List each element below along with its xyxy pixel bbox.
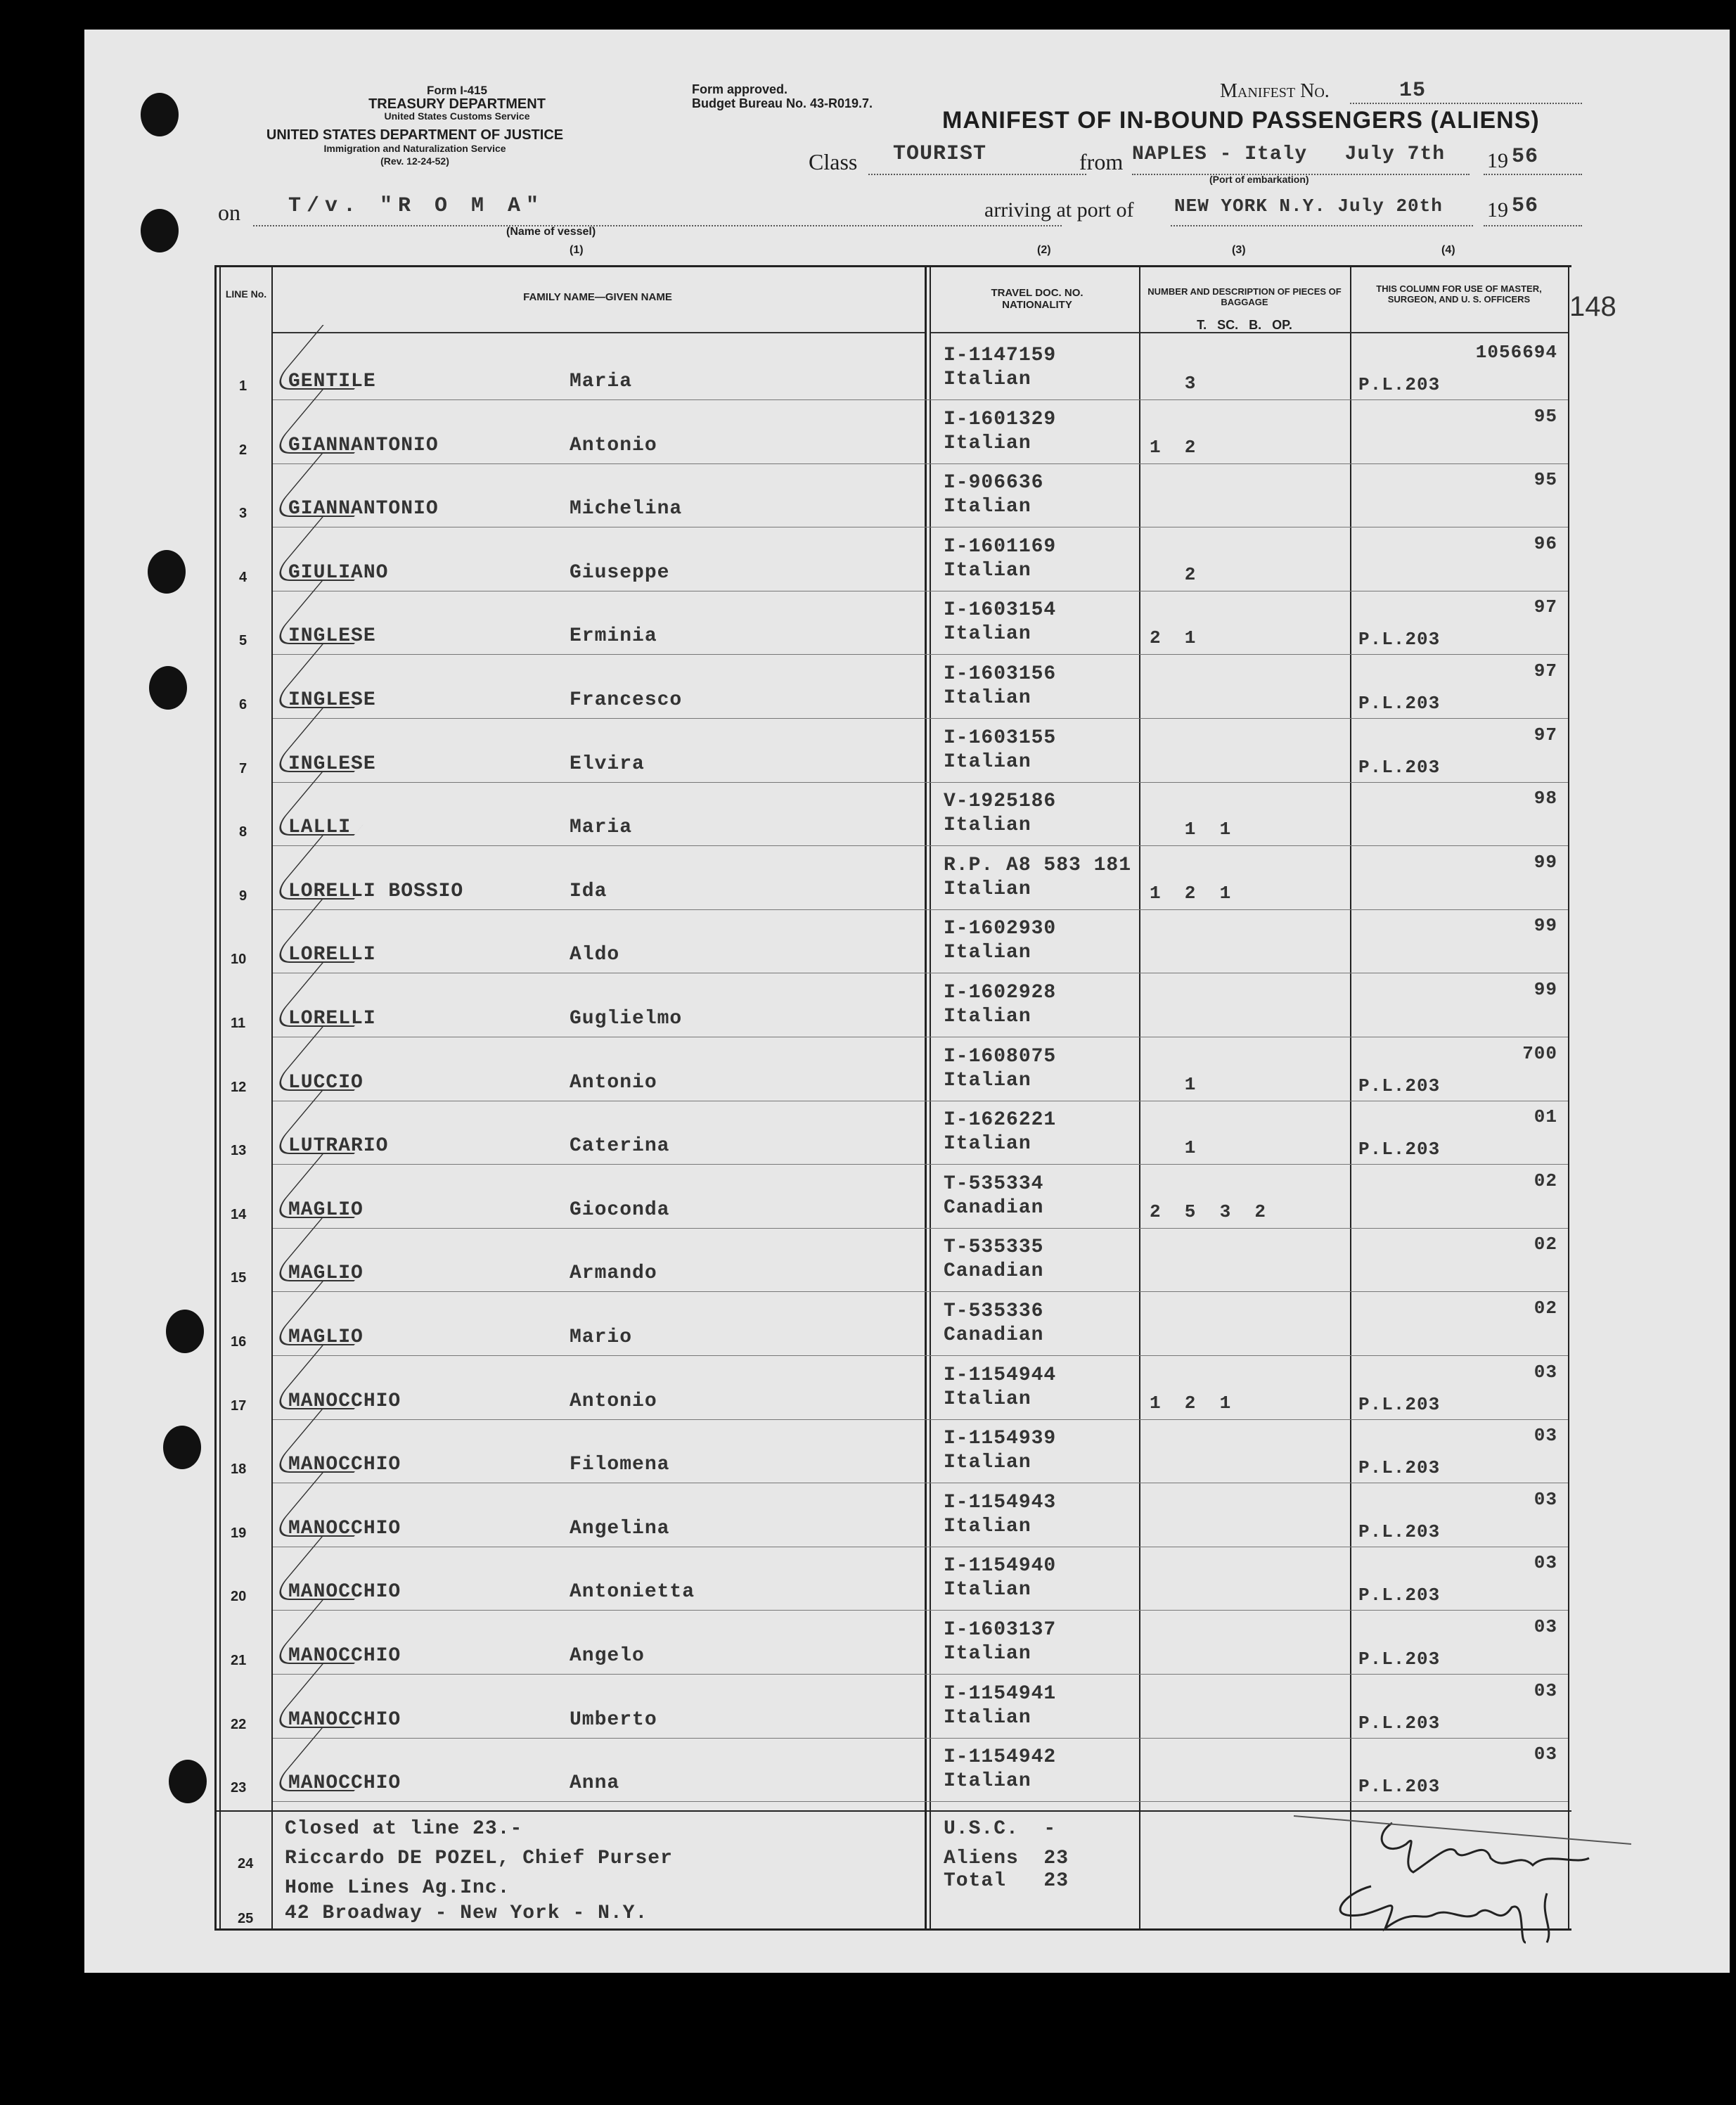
- year1: 56: [1512, 145, 1539, 169]
- family-name: GIULIANO: [288, 562, 389, 584]
- row-line-number: 14: [231, 1207, 247, 1222]
- check-mark: [268, 580, 408, 644]
- year2-prefix: 19: [1487, 198, 1508, 222]
- manifest-number: 15: [1399, 79, 1427, 103]
- row-separator: [273, 909, 1568, 910]
- row-separator: [273, 1228, 1568, 1229]
- on-label: on: [218, 200, 240, 225]
- given-name: Anna: [570, 1772, 620, 1794]
- baggage-count: 1 1: [1150, 819, 1232, 840]
- given-name: Guglielmo: [570, 1008, 683, 1030]
- family-name: GENTILE: [288, 371, 376, 392]
- punch-hole: [141, 93, 179, 136]
- family-name: LORELLI: [288, 1008, 376, 1030]
- nationality: Italian: [944, 1579, 1031, 1601]
- class-value: TOURIST: [893, 142, 987, 166]
- pl-note: P.L.203: [1358, 757, 1441, 778]
- closed-note: Closed at line 23.-: [285, 1818, 523, 1840]
- treasury-dept: TREASURY DEPARTMENT: [368, 96, 546, 112]
- check-mark: [268, 898, 408, 963]
- officer-number: 03: [1534, 1743, 1557, 1765]
- col-num-3: (3): [1232, 244, 1246, 256]
- pl-note: P.L.203: [1358, 629, 1441, 650]
- officer-number: 02: [1534, 1234, 1557, 1255]
- travel-doc-number: I-1154944: [944, 1364, 1057, 1386]
- officer-number: 02: [1534, 1298, 1557, 1319]
- page-title: MANIFEST OF IN-BOUND PASSENGERS (ALIENS): [942, 107, 1540, 134]
- travel-doc-number: I-1154939: [944, 1428, 1057, 1450]
- check-mark: [268, 771, 408, 836]
- usc-count: U.S.C. -: [944, 1818, 1057, 1840]
- travel-doc-number: I-1603137: [944, 1619, 1057, 1641]
- row-separator: [273, 1355, 1568, 1356]
- travel-doc-number: I-906636: [944, 472, 1044, 494]
- check-mark: [268, 1217, 408, 1281]
- given-name: Maria: [570, 371, 633, 392]
- row-line-number: 12: [231, 1080, 247, 1095]
- nationality: Italian: [944, 623, 1031, 645]
- ins-service: Immigration and Naturalization Service: [323, 143, 506, 154]
- aliens-count: Aliens 23: [944, 1848, 1069, 1869]
- family-name: LALLI: [288, 817, 352, 838]
- row-line-number: 10: [231, 952, 247, 967]
- given-name: Gioconda: [570, 1199, 670, 1221]
- row-line-number: 9: [239, 888, 247, 904]
- family-name: MANOCCHIO: [288, 1581, 401, 1603]
- officer-number: 03: [1534, 1362, 1557, 1383]
- given-name: Elvira: [570, 753, 645, 775]
- punch-hole: [169, 1760, 207, 1803]
- family-name: MANOCCHIO: [288, 1709, 401, 1731]
- vessel-name: T/v. "R O M A": [288, 194, 545, 218]
- port-embark-caption: (Port of embarkation): [1209, 174, 1309, 185]
- officer-number: 97: [1534, 724, 1557, 746]
- baggage-count: 1 2: [1150, 437, 1197, 458]
- travel-doc-number: R.P. A8 583 181: [944, 855, 1132, 876]
- travel-doc-number: I-1154942: [944, 1746, 1057, 1768]
- row-separator: [273, 1419, 1568, 1420]
- pl-note: P.L.203: [1358, 1649, 1441, 1670]
- row-separator: [273, 654, 1568, 655]
- punch-hole: [149, 666, 187, 710]
- pl-note: P.L.203: [1358, 374, 1441, 395]
- nationality: Italian: [944, 1770, 1031, 1792]
- nationality: Italian: [944, 1643, 1031, 1665]
- baggage-count: 1 2 1: [1150, 1393, 1232, 1414]
- travel-doc-number: I-1602930: [944, 918, 1057, 940]
- row-line-number: 19: [231, 1525, 247, 1541]
- officer-number: 03: [1534, 1552, 1557, 1573]
- pl-note: P.L.203: [1358, 1457, 1441, 1478]
- officer-number: 97: [1534, 596, 1557, 618]
- given-name: Ida: [570, 881, 607, 902]
- pl-note: P.L.203: [1358, 1713, 1441, 1734]
- row-separator: [273, 718, 1568, 719]
- check-mark: [268, 1281, 408, 1345]
- nationality: Canadian: [944, 1197, 1044, 1219]
- family-name: MANOCCHIO: [288, 1772, 401, 1794]
- row-line-number: 21: [231, 1653, 247, 1668]
- nationality: Canadian: [944, 1324, 1044, 1346]
- officer-number: 99: [1534, 852, 1557, 873]
- row-line-number: 16: [231, 1334, 247, 1350]
- travel-doc-number: I-1147159: [944, 345, 1057, 366]
- baggage-count: 3: [1150, 373, 1197, 394]
- address-note: 42 Broadway - New York - N.Y.: [285, 1902, 648, 1924]
- row-separator: [273, 1610, 1568, 1611]
- nationality: Italian: [944, 1452, 1031, 1473]
- total-count: Total 23: [944, 1870, 1069, 1892]
- nationality: Italian: [944, 878, 1031, 900]
- given-name: Michelina: [570, 498, 683, 520]
- baggage-count: 2 1: [1150, 627, 1197, 648]
- officer-number: 95: [1534, 406, 1557, 427]
- check-mark: [268, 325, 408, 390]
- row-line-number: 20: [231, 1589, 247, 1604]
- nationality: Italian: [944, 814, 1031, 836]
- form-approved: Form approved.: [692, 82, 788, 96]
- row-separator: [273, 463, 1568, 464]
- baggage-count: 1: [1150, 1074, 1197, 1095]
- row-line-number: 1: [239, 378, 247, 394]
- family-name: INGLESE: [288, 625, 376, 647]
- pl-note: P.L.203: [1358, 1139, 1441, 1160]
- given-name: Caterina: [570, 1135, 670, 1157]
- row-line-number: 13: [231, 1143, 247, 1158]
- pl-note: P.L.203: [1358, 1776, 1441, 1797]
- family-name: MANOCCHIO: [288, 1390, 401, 1412]
- family-name: GIANNANTONIO: [288, 435, 439, 456]
- row-separator: [273, 1738, 1568, 1739]
- row-line-number: 4: [239, 570, 247, 585]
- row-line-number: 7: [239, 761, 247, 776]
- check-mark: [268, 708, 408, 772]
- manifest-no-label: Manifest No.: [1220, 80, 1330, 102]
- line-25: 25: [238, 1911, 254, 1926]
- officer-number: 97: [1534, 660, 1557, 682]
- nationality: Italian: [944, 1006, 1031, 1028]
- agency-note: Home Lines Ag.Inc.: [285, 1877, 510, 1899]
- family-name: GIANNANTONIO: [288, 498, 439, 520]
- col-header-baggage: NUMBER AND DESCRIPTION OF PIECES OF BAGGAGE: [1147, 286, 1342, 307]
- travel-doc-number: T-535335: [944, 1236, 1044, 1258]
- arriving-label: arriving at port of: [984, 198, 1134, 222]
- col-header-travel-doc: TRAVEL DOC. NO. NATIONALITY: [991, 287, 1084, 312]
- nationality: Italian: [944, 1070, 1031, 1092]
- travel-doc-number: I-1626221: [944, 1109, 1057, 1131]
- punch-hole: [166, 1310, 204, 1353]
- travel-doc-number: I-1601169: [944, 536, 1057, 558]
- officer-number: 99: [1534, 979, 1557, 1000]
- row-line-number: 6: [239, 697, 247, 712]
- baggage-count: 2: [1150, 564, 1197, 585]
- customs-service: United States Customs Service: [384, 110, 530, 122]
- revision: (Rev. 12-24-52): [380, 155, 449, 167]
- manifest-page: [84, 30, 1730, 1973]
- given-name: Umberto: [570, 1709, 657, 1731]
- officer-number: 03: [1534, 1489, 1557, 1510]
- row-separator: [273, 1164, 1568, 1165]
- baggage-count: 1 2 1: [1150, 883, 1232, 904]
- travel-doc-number: I-1608075: [944, 1046, 1057, 1068]
- inspector-signature: [1280, 1809, 1645, 1950]
- purser-note: Riccardo DE POZEL, Chief Purser: [285, 1848, 673, 1869]
- given-name: Angelo: [570, 1645, 645, 1667]
- nationality: Italian: [944, 1516, 1031, 1537]
- officer-number: 1056694: [1475, 342, 1557, 363]
- row-separator: [273, 399, 1568, 400]
- nationality: Italian: [944, 1133, 1031, 1155]
- given-name: Aldo: [570, 944, 620, 966]
- from-label: from: [1079, 149, 1124, 174]
- check-mark: [268, 1153, 408, 1218]
- punch-hole: [141, 209, 179, 252]
- given-name: Antonio: [570, 435, 657, 456]
- row-separator: [273, 1801, 1568, 1802]
- pl-note: P.L.203: [1358, 693, 1441, 714]
- row-separator: [273, 1291, 1568, 1292]
- line-24: 24: [238, 1856, 254, 1872]
- travel-doc-number: I-1603154: [944, 599, 1057, 621]
- travel-doc-number: I-1601329: [944, 409, 1057, 430]
- col-header-name: FAMILY NAME—GIVEN NAME: [523, 291, 672, 303]
- nationality: Italian: [944, 369, 1031, 390]
- nationality: Italian: [944, 942, 1031, 964]
- family-name: INGLESE: [288, 689, 376, 711]
- justice-dept: UNITED STATES DEPARTMENT OF JUSTICE: [266, 127, 564, 143]
- officer-number: 03: [1534, 1616, 1557, 1637]
- officer-number: 95: [1534, 469, 1557, 490]
- family-name: LUCCIO: [288, 1072, 364, 1094]
- pl-note: P.L.203: [1358, 1394, 1441, 1415]
- given-name: Antonietta: [570, 1581, 695, 1603]
- family-name: MAGLIO: [288, 1326, 364, 1348]
- row-line-number: 22: [231, 1717, 247, 1732]
- budget-bureau: Budget Bureau No. 43-R019.7.: [692, 96, 873, 110]
- check-mark: [268, 1026, 408, 1091]
- officer-number: 03: [1534, 1425, 1557, 1446]
- given-name: Filomena: [570, 1454, 670, 1476]
- row-line-number: 5: [239, 633, 247, 648]
- officer-number: 01: [1534, 1106, 1557, 1127]
- arriving-value: NEW YORK N.Y. July 20th: [1174, 196, 1443, 217]
- family-name: INGLESE: [288, 753, 376, 775]
- row-line-number: 17: [231, 1398, 247, 1414]
- baggage-count: 1: [1150, 1137, 1197, 1158]
- row-line-number: 11: [231, 1016, 246, 1031]
- col-header-baggage-sub: T. SC. B. OP.: [1197, 318, 1292, 332]
- officer-number: 02: [1534, 1170, 1557, 1191]
- travel-doc-number: I-1154940: [944, 1555, 1057, 1577]
- travel-doc-number: I-1603155: [944, 727, 1057, 749]
- row-line-number: 15: [231, 1270, 247, 1286]
- row-line-number: 8: [239, 824, 247, 840]
- pl-note: P.L.203: [1358, 1521, 1441, 1542]
- family-name: MAGLIO: [288, 1199, 364, 1221]
- row-line-number: 2: [239, 442, 247, 458]
- travel-doc-number: I-1154943: [944, 1492, 1057, 1514]
- officer-number: 03: [1534, 1680, 1557, 1701]
- family-name: MAGLIO: [288, 1262, 364, 1284]
- travel-doc-number: T-535334: [944, 1173, 1044, 1195]
- family-name: MANOCCHIO: [288, 1518, 401, 1540]
- family-name: MANOCCHIO: [288, 1454, 401, 1476]
- nationality: Italian: [944, 1707, 1031, 1729]
- given-name: Antonio: [570, 1072, 657, 1094]
- nationality: Italian: [944, 1388, 1031, 1410]
- given-name: Mario: [570, 1326, 633, 1348]
- pl-note: P.L.203: [1358, 1585, 1441, 1606]
- row-line-number: 18: [231, 1461, 247, 1477]
- baggage-count: 2 5 3 2: [1150, 1201, 1267, 1222]
- row-line-number: 3: [239, 506, 247, 521]
- family-name: LUTRARIO: [288, 1135, 389, 1157]
- row-line-number: 23: [231, 1780, 247, 1796]
- travel-doc-number: T-535336: [944, 1300, 1044, 1322]
- nationality: Canadian: [944, 1260, 1044, 1282]
- class-label: Class: [809, 149, 858, 174]
- nationality: Italian: [944, 560, 1031, 582]
- page-mark: 148: [1569, 291, 1616, 322]
- nationality: Italian: [944, 433, 1031, 454]
- col-header-officers: THIS COLUMN FOR USE OF MASTER, SURGEON, AND U. S. OFFICERS: [1376, 283, 1542, 305]
- nationality: Italian: [944, 751, 1031, 773]
- travel-doc-number: I-1154941: [944, 1683, 1057, 1705]
- officer-number: 98: [1534, 788, 1557, 809]
- col-num-2: (2): [1037, 244, 1051, 256]
- row-separator: [273, 845, 1568, 846]
- officer-number: 99: [1534, 915, 1557, 936]
- given-name: Angelina: [570, 1518, 670, 1540]
- given-name: Armando: [570, 1262, 657, 1284]
- family-name: MANOCCHIO: [288, 1645, 401, 1667]
- col-header-line: LINE No.: [225, 288, 267, 300]
- given-name: Erminia: [570, 625, 657, 647]
- vessel-caption: (Name of vessel): [506, 226, 596, 238]
- nationality: Italian: [944, 687, 1031, 709]
- officer-number: 96: [1534, 533, 1557, 554]
- family-name: LORELLI BOSSIO: [288, 881, 464, 902]
- punch-hole: [163, 1426, 201, 1469]
- given-name: Francesco: [570, 689, 683, 711]
- row-separator: [273, 782, 1568, 783]
- col-num-1: (1): [570, 244, 584, 256]
- pl-note: P.L.203: [1358, 1075, 1441, 1096]
- year2: 56: [1512, 194, 1539, 218]
- officer-number: 700: [1522, 1043, 1557, 1064]
- check-mark: [268, 962, 408, 1027]
- given-name: Maria: [570, 817, 633, 838]
- check-mark: [268, 644, 408, 708]
- family-name: LORELLI: [288, 944, 376, 966]
- punch-hole: [148, 550, 186, 594]
- year1-prefix: 19: [1487, 149, 1508, 172]
- from-value: NAPLES - Italy July 7th: [1132, 143, 1446, 165]
- col-num-4: (4): [1441, 244, 1455, 256]
- form-number: Form I-415: [427, 84, 487, 97]
- row-separator: [273, 1674, 1568, 1675]
- given-name: Antonio: [570, 1390, 657, 1412]
- nationality: Italian: [944, 496, 1031, 518]
- travel-doc-number: I-1603156: [944, 663, 1057, 685]
- given-name: Giuseppe: [570, 562, 670, 584]
- travel-doc-number: I-1602928: [944, 982, 1057, 1004]
- travel-doc-number: V-1925186: [944, 791, 1057, 812]
